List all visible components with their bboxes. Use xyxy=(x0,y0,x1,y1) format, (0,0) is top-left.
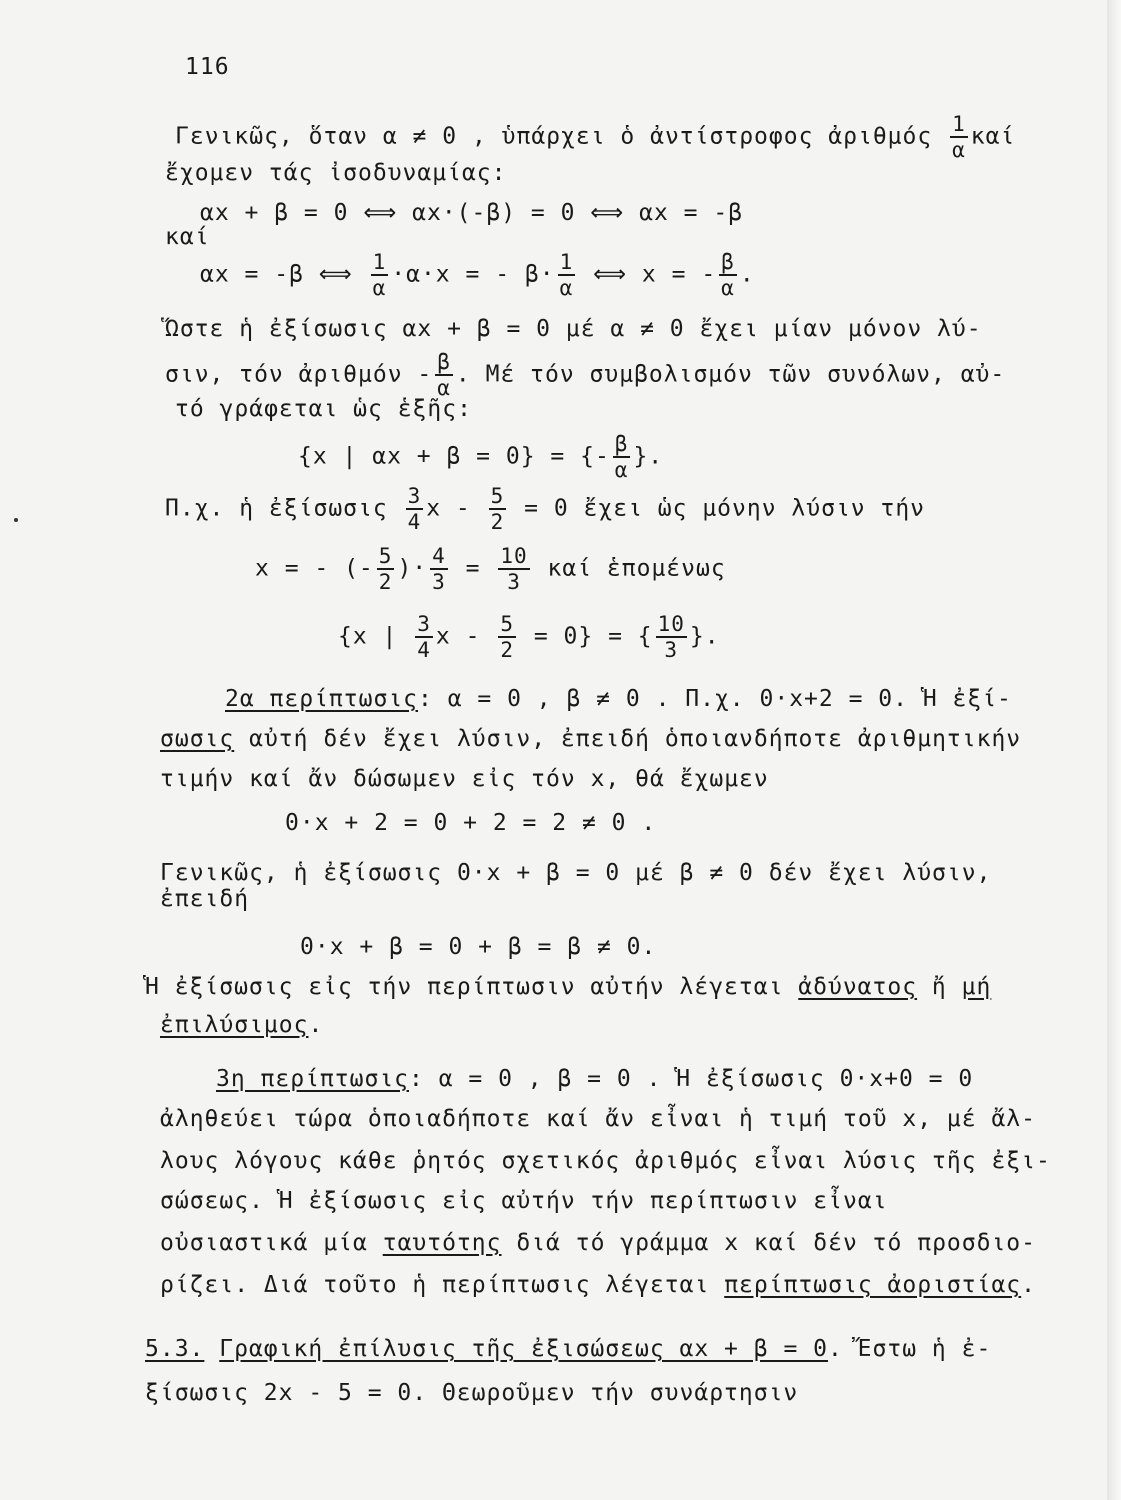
line-14: σωσις αὐτή δέν ἔχει λύσιν, ἐπειδή ὁποιανδήποτε ἀριθμητικήν xyxy=(160,726,1022,752)
line-6: Ὥστε ἡ ἐξίσωσις αx + β = 0 μέ α ≠ 0 ἔχει μίαν μόνον λύ- xyxy=(165,316,982,342)
line-15: τιμήν καί ἄν δώσωμεν εἰς τόν x, θά ἔχωμεν xyxy=(160,766,769,792)
line-7: σιν, τόν ἀριθμόν - $\frac{\beta}{\alpha}$ . Μέ τόν συμβολισμόν τῶν συνόλων, αὐ- xyxy=(165,350,1006,400)
line-10: Π.χ. ἡ ἐξίσωσις $\frac{3}{4}$ x - $\frac{5}{2}$ = 0 ἔχει ὡς μόνην λύσιν τήν xyxy=(165,484,926,534)
line-2: ἔχομεν τάς ἰσοδυναμίας: xyxy=(165,160,507,186)
line-3: αx + β = 0 ⟺ αx·(-β) = 0 ⟺ αx = -β xyxy=(200,200,744,226)
line-24: λους λόγους κάθε ῥητός σχετικός ἀριθμός εἶναι λύσις τῆς ἐξι- xyxy=(160,1148,1051,1174)
page-number: 116 xyxy=(185,54,230,80)
line-29: ξίσωσις 2x - 5 = 0. Θεωροῦμεν τήν συνάρτησιν xyxy=(145,1380,799,1406)
line-22: 3η περίπτωσις: α = 0 , β = 0 . Ἡ ἐξίσωσις 0·x+0 = 0 xyxy=(216,1066,974,1092)
line-19: 0·x + β = 0 + β = β ≠ 0. xyxy=(300,934,657,960)
line-17: Γενικῶς, ἡ ἐξίσωσις 0·x + β = 0 μέ β ≠ 0 δέν ἔχει λύσιν, xyxy=(160,860,992,886)
line-8: τό γράφεται ὡς ἑξῆς: xyxy=(175,396,472,422)
line-27: ρίζει. Διά τοῦτο ἡ περίπτωσις λέγεται περίπτωσις ἀοριστίας. xyxy=(160,1272,1037,1298)
line-11: x = - (- $\frac{5}{2}$ )· $\frac{4}{3}$ = $\frac{10}{3}$ καί ἑπομένως xyxy=(255,544,726,594)
line-23: ἀληθεύει τώρα ὁποιαδήποτε καί ἄν εἶναι ἡ τιμή τοῦ x, μέ ἄλ- xyxy=(160,1106,1036,1132)
section-number: 5.3. xyxy=(145,1336,205,1362)
text: Γενικῶς, ὅταν α ≠ 0 , ὑπάρχει ὁ ἀντίστροφος ἀριθμός xyxy=(175,123,933,150)
line-20: Ἡ ἐξίσωσις εἰς τήν περίπτωσιν αὐτήν λέγεται ἀδύνατος ἤ μή xyxy=(145,974,992,1000)
margin-mark xyxy=(14,518,18,522)
line-21: ἐπιλύσιμος. xyxy=(160,1012,324,1038)
page-edge xyxy=(1107,0,1121,1500)
line-25: σώσεως. Ἡ ἐξίσωσις εἰς αὐτήν τήν περίπτωσιν εἶναι xyxy=(160,1188,888,1214)
line-13: 2α περίπτωσις: α = 0 , β ≠ 0 . Π.χ. 0·x+2 = 0. Ἡ ἐξί- xyxy=(225,686,1012,712)
text: καί xyxy=(970,123,1016,150)
line-18: ἐπειδή xyxy=(160,886,250,912)
case-2-heading: 2α περίπτωσις xyxy=(225,686,419,712)
section-title: Γραφική ἐπίλυσις τῆς ἐξισώσεως αx + β = 0 xyxy=(219,1336,828,1362)
line-28-section-heading: 5.3. Γραφική ἐπίλυσις τῆς ἐξισώσεως αx + β = 0. Ἔστω ἡ ἐ- xyxy=(145,1336,992,1362)
line-9: {x | αx + β = 0} = {- $\frac{\beta}{\alpha}$ }. xyxy=(298,432,664,482)
line-12: {x | $\frac{3}{4}$ x - $\frac{5}{2}$ = 0} = { $\frac{10}{3}$ }. xyxy=(338,612,720,662)
line-5: αx = -β ⟺ $\frac{1}{\alpha}$ ·α·x = - β· $\frac{1}{\alpha}$ ⟺ x = - $\frac{\beta}{\alpha}$ . xyxy=(200,250,755,300)
line-4: καί xyxy=(165,224,210,250)
line-16: 0·x + 2 = 0 + 2 = 2 ≠ 0 . xyxy=(285,810,657,836)
case-3-heading: 3η περίπτωσις xyxy=(216,1066,410,1092)
line-1 xyxy=(175,112,1015,162)
line-26: οὐσιαστικά μία ταυτότης διά τό γράμμα x καί δέν τό προσδιο- xyxy=(160,1230,1036,1256)
fraction-1-over-alpha: $\frac{1}{\alpha}$ xyxy=(952,112,966,162)
